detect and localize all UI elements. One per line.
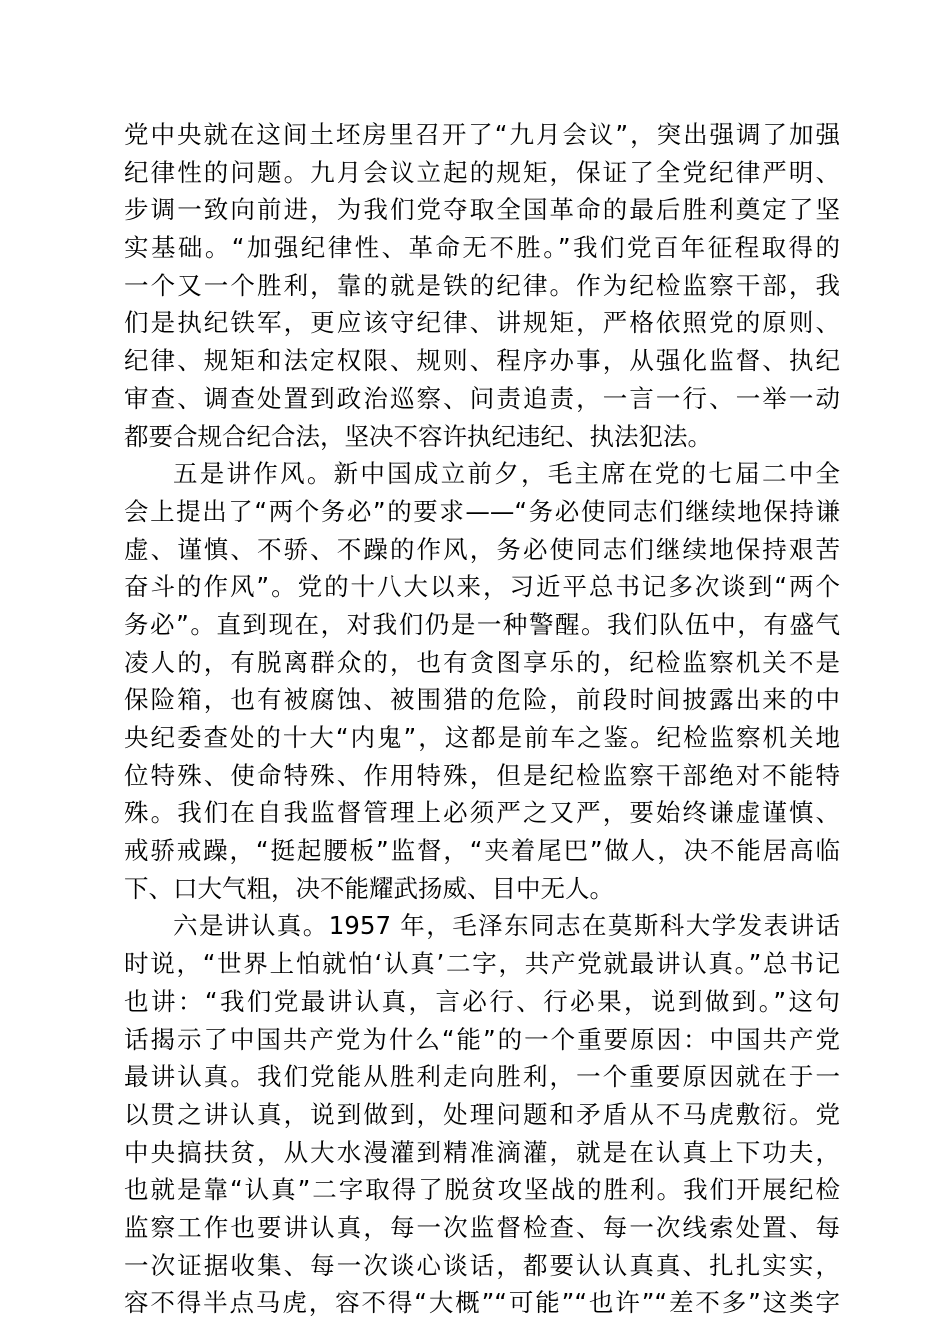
text-line: 纪律性的问题。九月会议立起的规矩，保证了全党纪律严明、 xyxy=(124,157,840,187)
text-line: 审查、调查处置到政治巡察、问责追责，一言一行、一举一动 xyxy=(124,383,840,413)
text-line: 监察工作也要讲认真，每一次监督检查、每一次线索处置、每 xyxy=(124,1212,840,1242)
text-line: 虚、谨慎、不骄、不躁的作风，务必使同志们继续地保持艰苦 xyxy=(124,534,840,564)
text-line: 会上提出了“两个务必”的要求——“务必使同志们继续地保持谦 xyxy=(124,496,840,526)
text-line: 容不得半点马虎，容不得“大概”“可能”“也许”“差不多”这类字 xyxy=(124,1288,840,1318)
text-line: 时说，“世界上怕就怕‘认真’二字，共产党就最讲认真。”总书记 xyxy=(124,949,840,979)
text-line: 务必”。直到现在，对我们仍是一种警醒。我们队伍中，有盛气 xyxy=(124,609,840,639)
text-line: 一个又一个胜利，靠的就是铁的纪律。作为纪检监察干部，我 xyxy=(124,270,840,300)
text-line: 下、口大气粗，决不能耀武扬威、目中无人。 xyxy=(124,873,614,903)
text-line: 纪律、规矩和法定权限、规则、程序办事，从强化监督、执纪 xyxy=(124,346,840,376)
text-line: 也讲：“我们党最讲认真，言必行、行必果，说到做到。”这句 xyxy=(124,986,840,1016)
text-line: 位特殊、使命特殊、作用特殊，但是纪检监察干部绝对不能特 xyxy=(124,760,840,790)
text-line: 最讲认真。我们党能从胜利走向胜利，一个重要原因就在于一 xyxy=(124,1062,840,1092)
paragraph-first-line: 六是讲认真。1957 年，毛泽东同志在莫斯科大学发表讲话 xyxy=(173,911,840,941)
text-line: 实基础。“加强纪律性、革命无不胜。”我们党百年征程取得的 xyxy=(124,233,840,263)
text-line: 都要合规合纪合法，坚决不容许执纪违纪、执法犯法。 xyxy=(124,421,712,451)
text-line: 保险箱，也有被腐蚀、被围猎的危险，前段时间披露出来的中 xyxy=(124,685,840,715)
text-line: 中央搞扶贫，从大水漫灌到精准滴灌，就是在认真上下功夫， xyxy=(124,1137,840,1167)
paragraph-first-line: 五是讲作风。新中国成立前夕，毛主席在党的七届二中全 xyxy=(173,459,840,489)
text-line: 以贯之讲认真，说到做到，处理问题和矛盾从不马虎敷衍。党 xyxy=(124,1099,840,1129)
body-text xyxy=(124,116,840,1322)
text-line: 党中央就在这间土坯房里召开了“九月会议”，突出强调了加强 xyxy=(124,120,840,149)
text-line: 凌人的，有脱离群众的，也有贪图享乐的，纪检监察机关不是 xyxy=(124,647,840,677)
text-line: 殊。我们在自我监督管理上必须严之又严，要始终谦虚谨慎、 xyxy=(124,798,840,828)
text-line: 一次证据收集、每一次谈心谈话，都要认认真真、扎扎实实， xyxy=(124,1250,840,1280)
text-line: 步调一致向前进，为我们党夺取全国革命的最后胜利奠定了坚 xyxy=(124,195,840,225)
text-line: 也就是靠“认真”二字取得了脱贫攻坚战的胜利。我们开展纪检 xyxy=(124,1175,840,1205)
text-line: 们是执纪铁军，更应该守纪律、讲规矩，严格依照党的原则、 xyxy=(124,308,840,338)
text-line: 戒骄戒躁，“挺起腰板”监督，“夹着尾巴”做人，决不能居高临 xyxy=(124,836,840,866)
text-line: 话揭示了中国共产党为什么“能”的一个重要原因：中国共产党 xyxy=(124,1024,840,1054)
text-line: 奋斗的作风”。党的十八大以来，习近平总书记多次谈到“两个 xyxy=(124,572,840,602)
text-line: 央纪委查处的十大“内鬼”，这都是前车之鉴。纪检监察机关地 xyxy=(124,723,840,752)
